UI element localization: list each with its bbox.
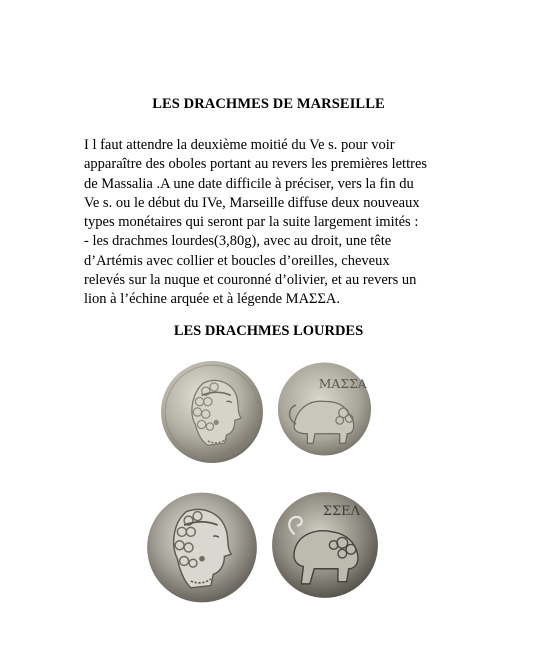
coin-legend-top: ΜΑΣΣΑ	[318, 377, 367, 392]
paragraph-line: relevés sur la nuque et couronné d’olivier, et au revers un	[84, 272, 417, 289]
paragraph-line: Ve s. ou le début du IVe, Marseille diffuse deux nouveaux	[84, 194, 420, 211]
paragraph-line: lion à l’échine arquée et à légende ΜΑΣΣΑ.	[84, 291, 341, 308]
paragraph-line: de Massalia .A une date difficile à préciser, vers la fin du	[84, 175, 414, 192]
paragraph-line: - les drachmes lourdes(3,80g), avec au droit, une tête	[84, 233, 392, 250]
coin-legend-bottom: ΣΣΕΛ	[322, 503, 360, 519]
paragraph-line: apparaître des oboles portant au revers les premières lettres	[84, 156, 428, 173]
paragraph-line: d’Artémis avec collier et boucles d’oreilles, cheveux	[84, 252, 390, 269]
coin-reverse-lion-top	[277, 360, 372, 458]
coin-reverse-lion-bottom	[271, 485, 379, 605]
intro-paragraph	[84, 136, 464, 310]
paragraph-line: types monétaires qui seront par la suite largement imités :	[84, 214, 419, 231]
coin-obverse-artemis-top	[160, 360, 264, 464]
coin-obverse-artemis-bottom	[146, 489, 258, 606]
section-subtitle: LES DRACHMES LOURDES	[173, 323, 364, 339]
document-title: LES DRACHMES DE MARSEILLE	[152, 96, 385, 112]
paragraph-line: I l faut attendre la deuxième moitié du Ve s. pour voir	[84, 137, 395, 153]
